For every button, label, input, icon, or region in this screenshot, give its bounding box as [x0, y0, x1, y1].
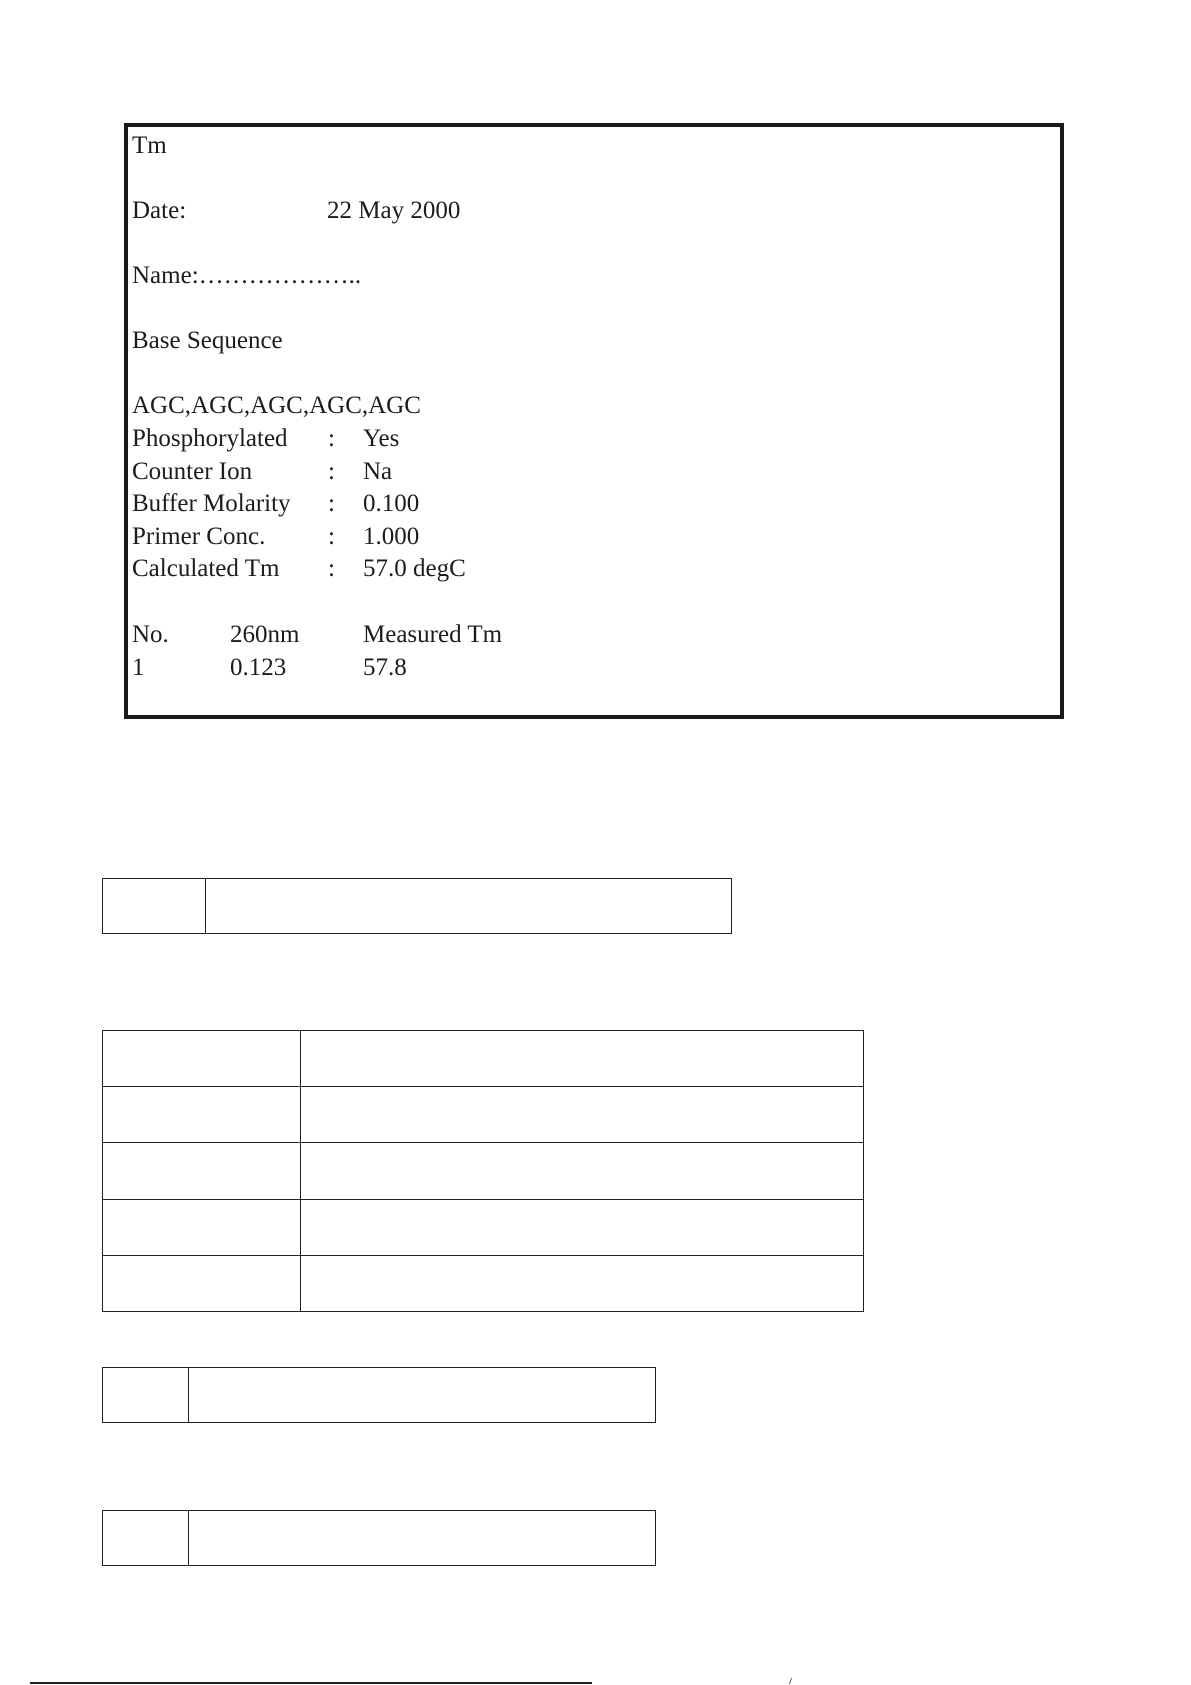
base-sequence-label: Base Sequence	[132, 327, 283, 354]
param-sep: :	[328, 555, 335, 582]
answer-table-4-label-cell[interactable]	[103, 1511, 189, 1566]
param-value-phosphorylated: Yes	[363, 425, 400, 452]
param-label-counter-ion: Counter Ion	[132, 458, 253, 485]
answer-table-2-input-cell[interactable]	[301, 1143, 864, 1199]
answer-table-2-input-cell[interactable]	[301, 1199, 864, 1255]
date-label: Date:	[132, 197, 187, 224]
answer-table-3-input-cell[interactable]	[189, 1368, 656, 1423]
answer-table-1-input-cell[interactable]	[206, 879, 732, 934]
param-value-calculated-tm: 57.0 degC	[363, 555, 466, 582]
footer-tick-mark	[789, 1678, 795, 1684]
answer-table-2-label-cell[interactable]	[103, 1087, 301, 1143]
footer-rule	[30, 1682, 592, 1684]
results-header-no: No.	[132, 621, 169, 648]
answer-table-4-input-cell[interactable]	[189, 1511, 656, 1566]
answer-table-1	[102, 878, 732, 934]
results-row-no: 1	[132, 654, 145, 681]
answer-table-2-input-cell[interactable]	[301, 1087, 864, 1143]
param-sep: :	[328, 523, 335, 550]
param-sep: :	[328, 458, 335, 485]
param-label-primer-conc: Primer Conc.	[132, 523, 266, 550]
results-header-260nm: 260nm	[230, 621, 300, 648]
answer-table-2	[102, 1030, 864, 1312]
answer-table-4	[102, 1510, 656, 1566]
param-sep: :	[328, 425, 335, 452]
results-header-measured-tm: Measured Tm	[363, 621, 503, 648]
base-sequence: AGC,AGC,AGC,AGC,AGC	[132, 392, 421, 419]
date-value: 22 May 2000	[327, 197, 461, 224]
answer-table-2-label-cell[interactable]	[103, 1255, 301, 1311]
param-value-primer-conc: 1.000	[363, 523, 420, 550]
answer-table-2-label-cell[interactable]	[103, 1143, 301, 1199]
param-value-counter-ion: Na	[363, 458, 393, 485]
param-value-buffer-molarity: 0.100	[363, 490, 420, 517]
param-label-buffer-molarity: Buffer Molarity	[132, 490, 291, 517]
answer-table-2-label-cell[interactable]	[103, 1199, 301, 1255]
answer-table-1-label-cell[interactable]	[103, 879, 206, 934]
name-label: Name:………………..	[132, 262, 362, 289]
answer-table-3	[102, 1367, 656, 1423]
answer-table-2-input-cell[interactable]	[301, 1255, 864, 1311]
results-row-measured-tm: 57.8	[363, 654, 407, 681]
printout-title: Tm	[132, 132, 167, 159]
param-sep: :	[328, 490, 335, 517]
results-row-260nm: 0.123	[230, 654, 287, 681]
answer-table-2-input-cell[interactable]	[301, 1031, 864, 1087]
answer-table-2-label-cell[interactable]	[103, 1031, 301, 1087]
param-label-phosphorylated: Phosphorylated	[132, 425, 288, 452]
answer-table-3-label-cell[interactable]	[103, 1368, 189, 1423]
param-label-calculated-tm: Calculated Tm	[132, 555, 280, 582]
